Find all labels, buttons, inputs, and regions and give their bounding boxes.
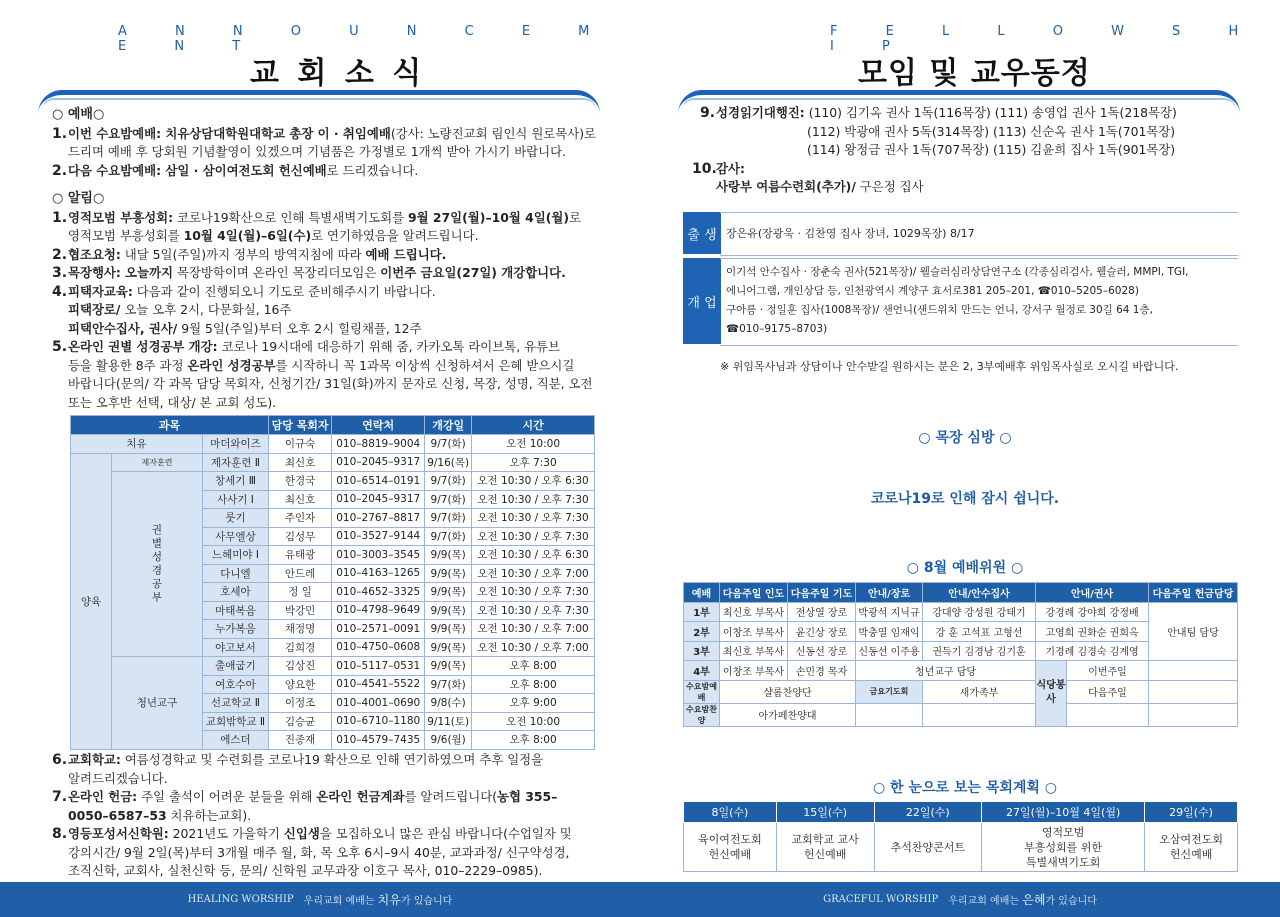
schedule-subject: 야고보서 <box>203 638 269 657</box>
bible-study-schedule-table <box>70 415 595 750</box>
plan-event: 교회학교 교사 헌신예배 <box>776 823 874 872</box>
notice-item-4-line2: 피택장로/ 오늘 오후 2시, 다문화실, 16주 <box>68 302 292 317</box>
schedule-time: 오전 10:30 / 오후 7:30 <box>472 583 595 602</box>
plan-date: 15일(수) <box>776 802 874 823</box>
schedule-start: 9/7(화) <box>425 527 472 546</box>
footer-right-title: GRACEFUL WORSHIP <box>823 894 939 905</box>
schedule-contact: 010–5117–0531 <box>332 657 425 676</box>
notice-item-6: 6.교회학교: 여름성경학교 및 수련회를 코로나19 확산으로 인해 연기하였으며 추후 일정을 <box>52 752 544 768</box>
wc-row: 수요밤찬양 아가페찬양대 <box>684 703 1238 726</box>
schedule-start: 9/6(월) <box>425 731 472 750</box>
notice-section-heading: ○ 알림○ <box>52 191 105 206</box>
section-label-announcement: A N N O U N C E M E N T <box>118 24 612 54</box>
announcement-body <box>52 106 612 412</box>
schedule-pastor: 안드레 <box>268 564 331 583</box>
schedule-contact: 010–4579–7435 <box>332 731 425 750</box>
plan-heading: ○ 한 눈으로 보는 목회계획 ○ <box>872 780 1058 796</box>
schedule-time: 오후 9:00 <box>472 694 595 713</box>
page-title-announcements: 교 회 소 식 <box>250 56 426 91</box>
schedule-subject: 창세기 Ⅲ <box>203 472 269 491</box>
schedule-contact: 010–4750–0608 <box>332 638 425 657</box>
subgroup-book-study: 권별성경공부 <box>112 472 203 657</box>
schedule-subject: 선교학교 Ⅱ <box>203 694 269 713</box>
schedule-row <box>71 472 595 491</box>
schedule-contact: 010–4163–1265 <box>332 564 425 583</box>
schedule-pastor: 주인자 <box>268 509 331 528</box>
schedule-pastor: 박강민 <box>268 601 331 620</box>
opening-box <box>720 258 1238 346</box>
thanks-item: 10.감사: <box>692 160 745 177</box>
schedule-subject: 룻기 <box>203 509 269 528</box>
section-label-fellowship: F E L L O W S H I P <box>830 24 1261 54</box>
schedule-pastor: 채정명 <box>268 620 331 639</box>
schedule-pastor: 정 일 <box>268 583 331 602</box>
schedule-pastor: 양요한 <box>268 675 331 694</box>
schedule-start: 9/9(목) <box>425 546 472 565</box>
schedule-start: 9/11(토) <box>425 712 472 731</box>
birth-text: 장은유(장광욱 · 김찬영 집사 장녀, 1029목장) 8/17 <box>726 227 975 240</box>
schedule-contact: 010–2045–9317 <box>332 453 425 472</box>
schedule-subject: 출애굽기 <box>203 657 269 676</box>
fellowship-body <box>692 104 1260 197</box>
schedule-time: 오전 10:00 <box>472 435 595 454</box>
schedule-time: 오전 10:30 / 오후 7:00 <box>472 564 595 583</box>
notice-item-2: 2.협조요청: 내달 5일(주일)까지 정부의 방역지침에 따라 예배 드립니다. <box>52 246 447 263</box>
schedule-subject: 느헤미야 I <box>203 546 269 565</box>
notice-item-4-line3: 피택안수집사, 권사/ 9월 5일(주일)부터 오후 2시 힐링채플, 12주 <box>68 320 422 336</box>
col-subject: 과목 <box>71 416 269 435</box>
schedule-pastor: 한경국 <box>268 472 331 491</box>
group-chiyu: 치유 <box>71 435 203 454</box>
wc-meal-label: 식당봉사 <box>1036 661 1067 727</box>
subgroup-youth: 청년교구 <box>112 657 203 750</box>
col-time: 시간 <box>472 416 595 435</box>
notice-item-5: 5.온라인 권별 성경공부 개강: 코로나 19시대에 대응하기 위해 줌, 카카오톡 라이브톡, 유튜브 <box>52 339 560 355</box>
page-title-fellowship: 모임 및 교우동정 <box>858 56 1091 91</box>
plan-event: 영적모범 부흥성회를 위한 특별새벽기도회 <box>982 823 1145 872</box>
schedule-contact: 010–6514–0191 <box>332 472 425 491</box>
schedule-subject: 사사기 I <box>203 490 269 509</box>
schedule-start: 9/7(화) <box>425 490 472 509</box>
birth-box <box>720 212 1238 256</box>
wc-col-service: 예배 <box>684 583 720 603</box>
schedule-time: 오전 10:30 / 오후 6:30 <box>472 472 595 491</box>
schedule-subject: 에스더 <box>203 731 269 750</box>
footer-left-tagline: 우리교회 예배는 치유가 있습니다 <box>303 893 453 907</box>
worship-committee-heading: ○ 8월 예배위원 ○ <box>906 560 1024 576</box>
plan-event: 추석찬양콘서트 <box>874 823 982 872</box>
opening-chip: 개 업 <box>683 258 721 344</box>
plan-date: 27일(월)–10월 4일(월) <box>982 802 1145 823</box>
footer-right-tagline: 우리교회 예배는 은혜가 있습니다 <box>948 893 1097 907</box>
schedule-time: 오전 10:30 / 오후 7:00 <box>472 638 595 657</box>
wc-row: 수요밤예배 샬롬찬양단 금요기도회 새가족부 다음주일 <box>684 680 1238 703</box>
wc-col-kwonsa: 안내/권사 <box>1036 583 1149 603</box>
subgroup-discipleship: 제자훈련 <box>112 453 203 472</box>
notice-item-6-line2: 알려드리겠습니다. <box>68 770 168 786</box>
schedule-pastor: 김승균 <box>268 712 331 731</box>
schedule-contact: 010–2767–8817 <box>332 509 425 528</box>
schedule-time: 오전 10:00 <box>472 712 595 731</box>
schedule-time: 오전 10:30 / 오후 7:30 <box>472 490 595 509</box>
footer-left-title: HEALING WORSHIP <box>187 894 294 905</box>
schedule-subject: 다니엘 <box>203 564 269 583</box>
notice-item-4: 4.피택자교육: 다음과 같이 진행되오니 기도로 준비해주시기 바랍니다. <box>52 283 436 300</box>
col-pastor: 담당 목회자 <box>268 416 331 435</box>
schedule-start: 9/9(목) <box>425 583 472 602</box>
wc-col-elder: 안내/장로 <box>856 583 923 603</box>
plan-date: 22일(수) <box>874 802 982 823</box>
schedule-pastor: 이정조 <box>268 694 331 713</box>
schedule-start: 9/8(수) <box>425 694 472 713</box>
notice-item-8-line3: 조직신학, 교회사, 실천신학 등, 문의/ 신학원 교무과장 이호구 목사, 010–2229–0985). <box>68 863 543 878</box>
wc-col-prayer: 다음주일 기도 <box>788 583 856 603</box>
schedule-row <box>71 657 595 676</box>
wc-col-leader: 다음주일 인도 <box>720 583 788 603</box>
schedule-contact: 010–4001–0690 <box>332 694 425 713</box>
schedule-pastor: 이규숙 <box>268 435 331 454</box>
opening-text: 이기석 안수집사 · 장춘숙 권사(521목장)/ 웰슬러심리상담연구소 (각종심리검사, 웰슬러, MMPI, TGI, 에니어그램, 개인상담 등, 인천광역시 계양구 효서로381 205–201, ☎010–5205–6028) 구아름 · 정일훈 집사(1008목장)/ 샌언니(샌드위치 만드는 언니, 강서구 월정로 30길 64 1층, ☎010–9175–8703) <box>726 266 1189 335</box>
bible-reading-line2: (112) 박광애 권사 5독(314목장) (113) 신순옥 권사 1독(701목장) <box>807 123 1176 139</box>
plan-date: 29일(수) <box>1145 802 1238 823</box>
schedule-time: 오전 10:30 / 오후 6:30 <box>472 546 595 565</box>
worship-item-1-line2: 드리며 예배 후 당회원 기념촬영이 있겠으며 기념품은 가정별로 1개씩 받아 가시기 바랍니다. <box>68 144 567 159</box>
schedule-pastor: 김상진 <box>268 657 331 676</box>
schedule-start: 9/7(화) <box>425 435 472 454</box>
footer-left <box>0 882 640 917</box>
notice-item-5-line2: 등을 활용한 8주 과정 온라인 성경공부를 시작하니 꼭 1과목 이상씩 신청하셔서 은혜 받으시길 <box>68 357 575 373</box>
schedule-row <box>71 453 595 472</box>
ministry-plan-table <box>683 801 1238 872</box>
schedule-subject: 교회밖학교 Ⅱ <box>203 712 269 731</box>
schedule-subject: 사무엘상 <box>203 527 269 546</box>
col-contact: 연락처 <box>332 416 425 435</box>
schedule-start: 9/7(화) <box>425 675 472 694</box>
announcement-body-2 <box>52 751 597 881</box>
schedule-start: 9/9(목) <box>425 638 472 657</box>
visit-heading: ○ 목장 심방 ○ <box>918 430 1012 446</box>
schedule-start: 9/9(목) <box>425 601 472 620</box>
notice-item-5-line4: 또는 오후반 선택, 대상/ 본 교회 성도). <box>68 394 277 410</box>
schedule-subject: 마태복음 <box>203 601 269 620</box>
thanks-line2: 사랑부 여름수련회(추가)/ 구은정 집사 <box>716 179 924 194</box>
plan-date: 8일(수) <box>684 802 777 823</box>
schedule-time: 오후 8:00 <box>472 675 595 694</box>
schedule-start: 9/9(목) <box>425 620 472 639</box>
wc-col-deacon: 안내/안수집사 <box>923 583 1036 603</box>
schedule-time: 오후 8:00 <box>472 657 595 676</box>
schedule-start: 9/7(화) <box>425 509 472 528</box>
worship-section-heading: ○ 예배○ <box>52 107 105 122</box>
col-start-date: 개강일 <box>425 416 472 435</box>
schedule-start: 9/7(화) <box>425 472 472 491</box>
schedule-contact: 010–4652–3325 <box>332 583 425 602</box>
schedule-row <box>71 435 595 454</box>
notice-item-8: 8.영등포성서신학원: 2021년도 가을학기 신입생을 모집하오니 많은 관심 바랍니다(수업일자 및 <box>52 826 572 842</box>
schedule-pastor: 김성무 <box>268 527 331 546</box>
schedule-subject: 호세아 <box>203 583 269 602</box>
wc-meal-next-week: 다음주일 <box>1067 680 1149 703</box>
schedule-contact: 010–2571–0091 <box>332 620 425 639</box>
schedule-start: 9/16(목) <box>425 453 472 472</box>
plan-event: 육이여전도회 헌신예배 <box>684 823 777 872</box>
footer-right <box>640 882 1280 917</box>
schedule-contact: 010–3527–9144 <box>332 527 425 546</box>
schedule-subject: 마더와이즈 <box>203 435 269 454</box>
wc-meal-this-week: 이번주일 <box>1067 661 1149 681</box>
wc-row: 3부 최신호 부목사 신동선 장로 신동선 이주용 권득기 김경남 김기훈 기경례 김경숙 김계영 <box>684 641 1238 661</box>
schedule-start: 9/9(목) <box>425 657 472 676</box>
schedule-pastor: 최신호 <box>268 453 331 472</box>
schedule-subject: 누가복음 <box>203 620 269 639</box>
schedule-time: 오전 10:30 / 오후 7:30 <box>472 527 595 546</box>
wc-row: 1부 최신호 부목사 전상열 장로 박광석 지닉규 강대양 강성원 강태기 강경례 강야희 강정배 안내팀 담당 <box>684 602 1238 622</box>
schedule-contact: 010–6710–1180 <box>332 712 425 731</box>
notice-item-1-line2: 영적모범 부흥성회를 10월 4일(월)–6일(수)로 연기하였음을 알려드립니다. <box>68 228 479 243</box>
worship-committee-table <box>683 582 1238 727</box>
schedule-start: 9/9(목) <box>425 564 472 583</box>
notice-item-3: 3.목장행사: 오늘까지 목장방학이며 온라인 목장리더모임은 이번주 금요일(27일) 개강합니다. <box>52 265 566 281</box>
wc-offering-team: 안내팀 담당 <box>1149 602 1238 661</box>
schedule-time: 오전 10:30 / 오후 7:30 <box>472 509 595 528</box>
notice-item-7: 7.온라인 헌금: 주일 출석이 어려운 분들을 위해 온라인 헌금계좌를 알려드립니다(농협 355– <box>52 789 558 805</box>
schedule-time: 오후 8:00 <box>472 731 595 750</box>
notice-item-8-line2: 강의시간/ 9월 2일(목)부터 3개월 매주 월, 화, 목 오후 6시–9시 40분, 교과과정/ 신구약성경, <box>68 844 570 860</box>
schedule-time: 오전 10:30 / 오후 7:30 <box>472 601 595 620</box>
group-yangyuk: 양육 <box>71 453 112 749</box>
schedule-contact: 010–2045–9317 <box>332 490 425 509</box>
counsel-note: ※ 위임목사님과 상담이나 안수받길 원하시는 분은 2, 3부예배후 위임목사실로 오시길 바랍니다. <box>720 360 1179 373</box>
visit-text: 코로나19로 인해 잠시 쉽니다. <box>870 491 1060 507</box>
schedule-contact: 010–4798–9649 <box>332 601 425 620</box>
wc-row: 4부 이창조 부목사 손민경 목자 청년교구 담당 식당봉사 이번주일 <box>684 661 1238 681</box>
notice-item-7-line2: 0050–6587–53 치유하는교회). <box>68 807 252 823</box>
worship-item-1: 1.이번 수요밤예배: 치유상담대학원대학교 총장 이 · 취임예배(강사: 노량진교회 림인식 원로목사)로 <box>52 125 597 142</box>
schedule-pastor: 김희경 <box>268 638 331 657</box>
schedule-pastor: 최신호 <box>268 490 331 509</box>
bible-reading-item: 9.성경읽기대행진: (110) 김기옥 권사 1독(116목장) (111) 송영업 권사 1독(218목장) <box>700 105 1177 121</box>
bible-reading-line3: (114) 왕정금 권사 1독(707목장) (115) 김윤희 집사 1독(901목장) <box>807 142 1176 157</box>
schedule-time: 오후 7:30 <box>472 453 595 472</box>
schedule-subject: 제자훈련 Ⅱ <box>203 453 269 472</box>
schedule-pastor: 유태광 <box>268 546 331 565</box>
wc-col-offering: 다음주일 헌금담당 <box>1149 583 1238 603</box>
worship-item-2: 2.다음 수요밤예배: 삼일 · 삼이여전도회 헌신예배로 드리겠습니다. <box>52 162 419 179</box>
schedule-contact: 010–8819–9004 <box>332 435 425 454</box>
schedule-subject: 여호수아 <box>203 675 269 694</box>
birth-chip: 출 생 <box>683 212 721 254</box>
schedule-contact: 010–4541–5522 <box>332 675 425 694</box>
notice-item-1: 1.영적모범 부흥성회: 코로나19확산으로 인해 특별새벽기도회를 9월 27일(월)–10월 4일(월)로 <box>52 209 582 226</box>
plan-event: 오삼여전도회 헌신예배 <box>1145 823 1238 872</box>
schedule-pastor: 진종재 <box>268 731 331 750</box>
schedule-contact: 010–3003–3545 <box>332 546 425 565</box>
schedule-time: 오전 10:30 / 오후 7:00 <box>472 620 595 639</box>
notice-item-5-line3: 바랍니다(문의/ 각 과목 담당 목회자, 신청기간/ 31일(화)까지 문자로 신청, 목장, 성명, 직분, 오전 <box>68 376 593 391</box>
wc-row: 2부 이창조 부목사 윤긴상 장로 박충열 임재익 강 훈 고석표 고형선 고영희 권화순 권희옥 <box>684 622 1238 642</box>
